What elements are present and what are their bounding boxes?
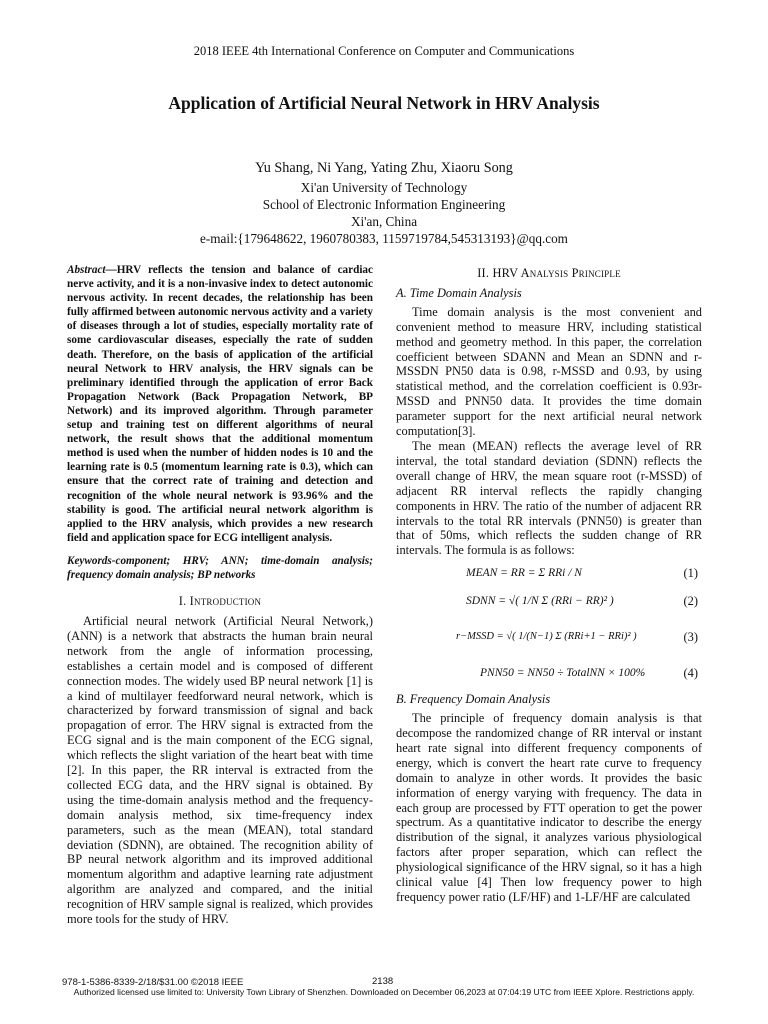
time-domain-paragraph-1: Time domain analysis is the most convenient and convenient method to measure HRV, including statistical method and geometry method. In this paper, the correlation coefficient between SDANN and Mean an SDNN and r-MSSDN PN50 data is 0.98, r-MSSD and 0.93, by using statistical method, and the correlation coefficient is 0.93r-MSSD and PNN50 data. It provides the time domain parameter support for the next artificial neural network computation[3]. bbox=[396, 304, 702, 439]
equation-1-expression: MEAN = RR = Σ RRi / N bbox=[466, 567, 582, 580]
abstract-paragraph bbox=[67, 263, 373, 545]
paper-title: Application of Artificial Neural Network in HRV Analysis bbox=[168, 93, 600, 113]
right-column bbox=[396, 266, 702, 905]
abstract-text: —HRV reflects the tension and balance of cardiac nerve activity, and it is a non-invasive index to detect autonomic nervous activity. In recent decades, the relationship has been fully affirmed between autonomic nervous activity and a variety of diseases through a lot of studies, especially mortality rate of some cardiovascular diseases, especially the rate of sudden death. Therefore, on the basis of application of the artificial neural Network to HRV analysis, the HRV signals can be preliminary identified through the application of error Back Propagation Network (Back Propagation Network, BP Network) and its improved algorithm. Through parameter setup and training test on different algorithms of neural network, the result shows that the additional momentum method is used when the number of hidden nodes is 10 and the learning rate is 0.5 (momentum learning rate is 0.3), which can ensure that the correct rate of training and detection and recognition of the whole neural network is 93.96% and the stability is good. The artificial neural network algorithm is applied to the HRV analysis, which provides a new research field and application space for ECG intelligent analysis. bbox=[67, 264, 373, 544]
keywords: Keywords-component; HRV; ANN; time-domain analysis; frequency domain analysis; BP networks bbox=[67, 554, 373, 581]
introduction-paragraph: Artificial neural network (Artificial Neural Network,) (ANN) is a network that abstracts the human brain neural network from the angle of information processing, establishes a certain model and is composed of different connection modes. The widely used BP neural network [1] is a kind of multilayer feedforward neural network, which is characterized by forward transmission of signal and back propagation of error. The HRV signal is extracted from the ECG signal and is the main component of the ECG signal, which reflects the slight variation of the heart beat with time [2]. In this paper, the RR interval is extracted from the collected ECG data, and the HRV signal is obtained. By using the time-domain analysis method and the frequency-domain analysis method, six time-frequency index parameters, such as the mean (MEAN), total standard deviation (SDNN), are obtained. The recognition ability of BP neural network algorithm and its improved additional momentum algorithm and adaptive learning rate adjustment algorithm are analyzed and compared, and the initial recognition of HRV sample signal is realized, which provides more tools for the study of HRV. bbox=[67, 613, 373, 927]
author-email: e-mail:{179648622, 1960780383, 1159719784,545313193}@qq.com bbox=[200, 231, 568, 246]
equation-2-expression: SDNN = √( 1/N Σ (RRi − RR)² ) bbox=[466, 595, 614, 608]
equation-3-number: (3) bbox=[683, 630, 698, 645]
equation-3-expression: r−MSSD = √( 1/(N−1) Σ (RRi+1 − RRi)² ) bbox=[456, 631, 637, 643]
equation-2 bbox=[396, 592, 702, 622]
equation-1 bbox=[396, 564, 702, 586]
time-domain-paragraph-2: The mean (MEAN) reflects the average level of RR interval, the total standard deviation (SDNN) reflects the overall change of HRV, the mean square root (r-MSSD) of adjacent RR interval reflects the rapidly changing components in HRV. The ratio of the number of adjacent RR intervals to the total RR intervals (PNN50) is greater than that of 50ms, which reflects the sudden change of RR intervals. The formula is as follows: bbox=[396, 438, 702, 558]
license-notice: Authorized licensed use limited to: University Town Library of Shenzhen. Downloaded on December 06,2023 at 07:04:19 UTC from IEEE Xplore. Restrictions apply. bbox=[73, 987, 695, 997]
author-block bbox=[0, 160, 768, 247]
affiliation-location: Xi'an, China bbox=[350, 214, 418, 229]
subsection-heading-time-domain: A. Time Domain Analysis bbox=[396, 285, 522, 300]
affiliation-university: Xi'an University of Technology bbox=[300, 180, 468, 195]
equation-4-number: (4) bbox=[683, 666, 698, 681]
equation-3 bbox=[396, 628, 702, 658]
page-number: 2138 bbox=[372, 976, 394, 987]
equation-4 bbox=[396, 664, 702, 686]
author-names: Yu Shang, Ni Yang, Yating Zhu, Xiaoru Song bbox=[255, 160, 513, 176]
footer-isbn: 978-1-5386-8339-2/18/$31.00 ©2018 IEEE bbox=[62, 977, 244, 988]
subsection-heading-frequency-domain: B. Frequency Domain Analysis bbox=[396, 692, 551, 707]
equation-1-number: (1) bbox=[683, 566, 698, 581]
equation-2-number: (2) bbox=[683, 594, 698, 609]
frequency-domain-paragraph: The principle of frequency domain analysis is that decompose the randomized change of RR interval or instant heart rate signal into different frequency components of energy, which is convert the heart rate curve to frequency domain to analyze in other words. It provides the basic information of energy varying with frequency. The data in each group are processed by FTT operation to get the power spectrum. As a quantitative indicator to describe the energy distribution of the signal, it analyzes various physiological factors after proper separation, which can reflect the physiological significance of the HRV signal, so it has a high clinical value [4] Then low frequency power to high frequency power ratio (LF/HF) and 1-LF/HF are calculated bbox=[396, 711, 702, 904]
section-heading-introduction: I. Introduction bbox=[178, 594, 262, 609]
abstract-label: Abstract bbox=[67, 264, 106, 276]
equation-4-expression: PNN50 = NN50 ÷ TotalNN × 100% bbox=[480, 667, 646, 680]
section-heading-hrv: II. HRV Analysis Principle bbox=[477, 266, 621, 280]
affiliation-school: School of Electronic Information Engineering bbox=[262, 197, 506, 212]
conference-header: 2018 IEEE 4th International Conference on Computer and Communications bbox=[193, 44, 575, 58]
left-column bbox=[67, 263, 373, 927]
